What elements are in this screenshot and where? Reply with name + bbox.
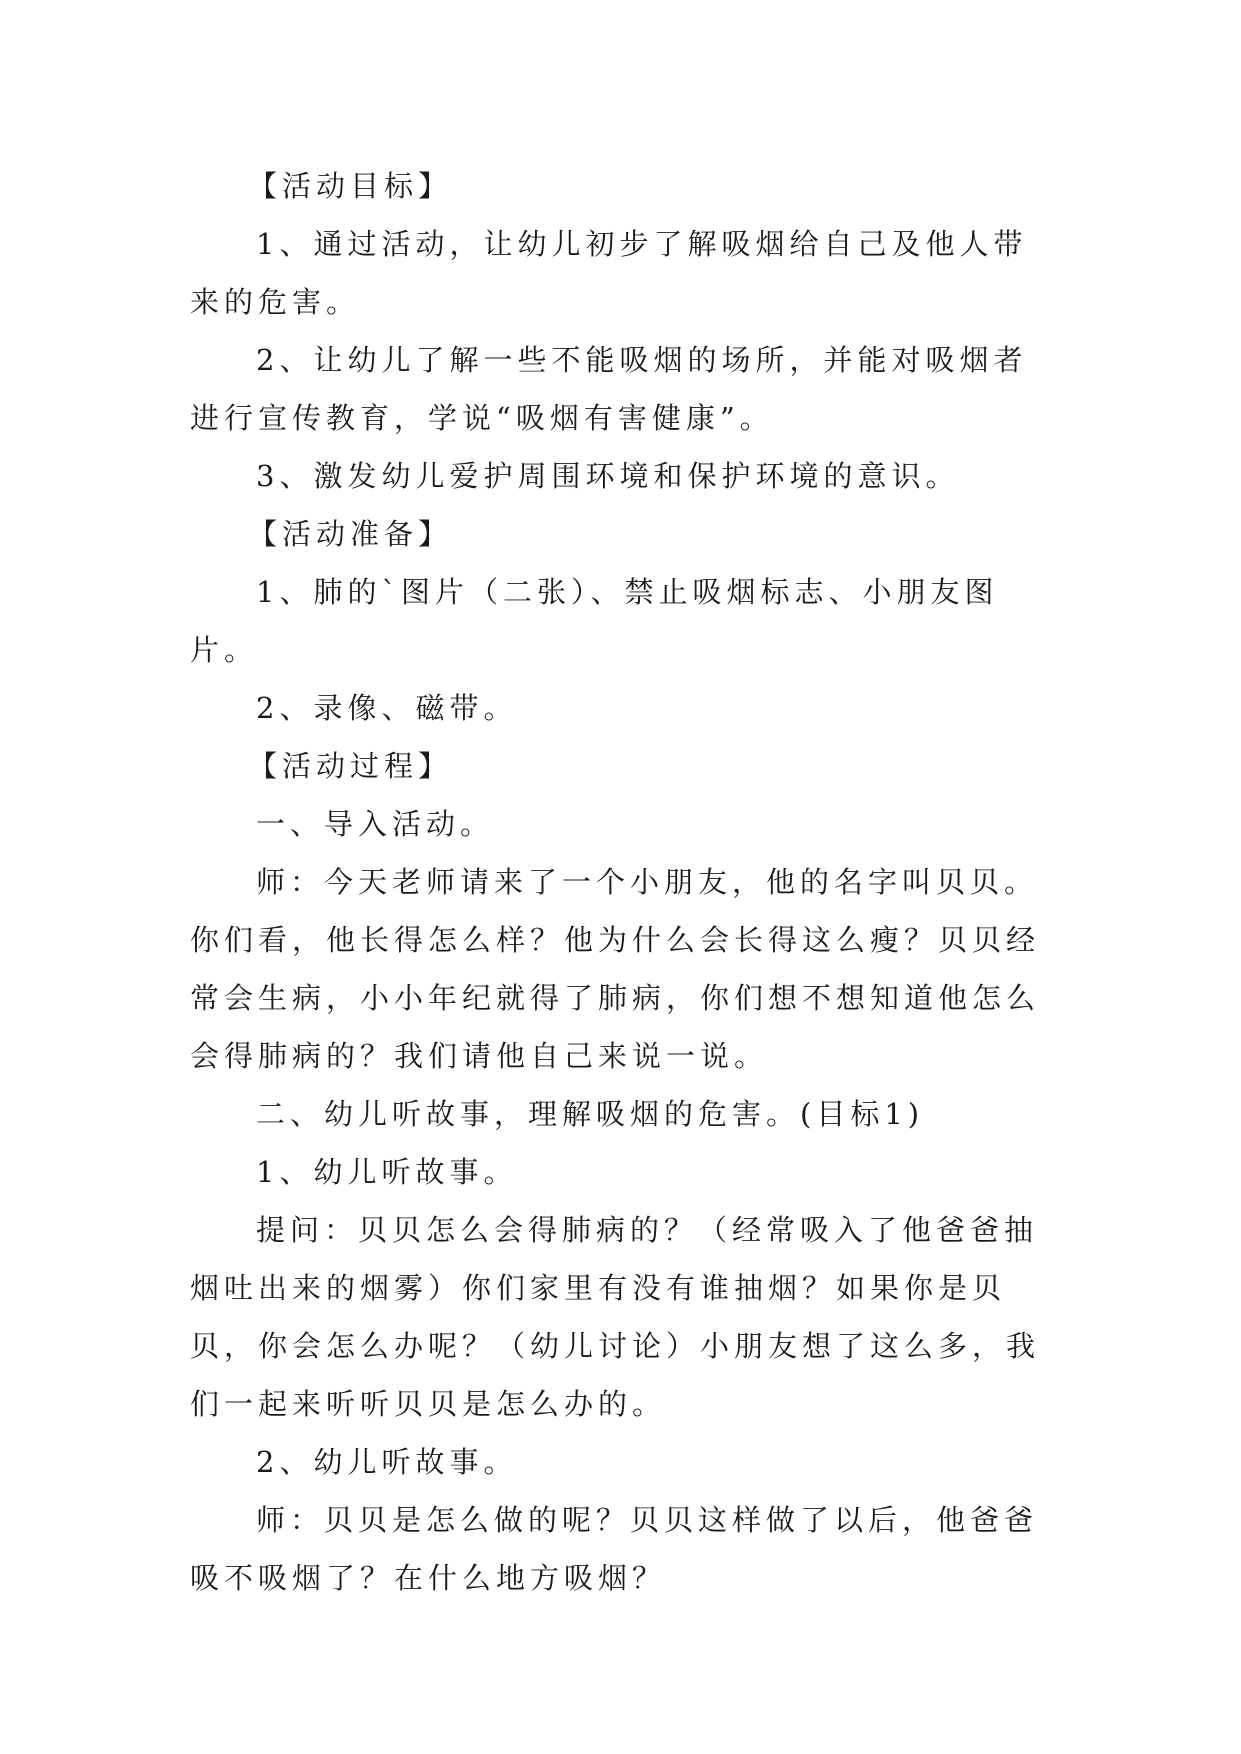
- paragraph: 师：今天老师请来了一个小朋友，他的名字叫贝贝。你们看，他长得怎么样？他为什么会长得这么瘦？贝贝经常会生病，小小年纪就得了肺病，你们想不想知道他怎么会得肺病的？我们请他自己来说一说。: [190, 865, 1041, 1073]
- paragraph: 2、让幼儿了解一些不能吸烟的场所，并能对吸烟者进行宣传教育，学说“吸烟有害健康”。: [190, 343, 1028, 435]
- paragraph: 师：贝贝是怎么做的呢？贝贝这样做了以后，他爸爸吸不吸烟了？在什么地方吸烟？: [190, 1503, 1039, 1595]
- paragraph: 提问：贝贝怎么会得肺病的？（经常吸入了他爸爸抽烟吐出来的烟雾）你们家里有没有谁抽烟？如果你是贝贝，你会怎么办呢？（幼儿讨论）小朋友想了这么多，我们一起来听听贝贝是怎么办的。: [190, 1213, 1041, 1421]
- paragraph: 1、幼儿听故事。: [256, 1155, 518, 1189]
- section-heading-process: 【活动过程】: [248, 749, 453, 783]
- section-heading-preparation: 【活动准备】: [248, 517, 453, 551]
- document-body: [190, 157, 1050, 1607]
- paragraph: 3、激发幼儿爱护周围环境和保护环境的意识。: [256, 459, 960, 493]
- paragraph: 1、通过活动，让幼儿初步了解吸烟给自己及他人带来的危害。: [190, 227, 1028, 319]
- paragraph: 二、幼儿听故事，理解吸烟的危害。(目标1): [256, 1097, 925, 1131]
- paragraph: 2、幼儿听故事。: [256, 1445, 518, 1479]
- paragraph: 一、导入活动。: [256, 807, 495, 841]
- paragraph: 1、肺的`图片（二张）、禁止吸烟标志、小朋友图片。: [190, 575, 999, 667]
- section-heading-goals: 【活动目标】: [248, 169, 453, 203]
- paragraph: 2、录像、磁带。: [256, 691, 518, 725]
